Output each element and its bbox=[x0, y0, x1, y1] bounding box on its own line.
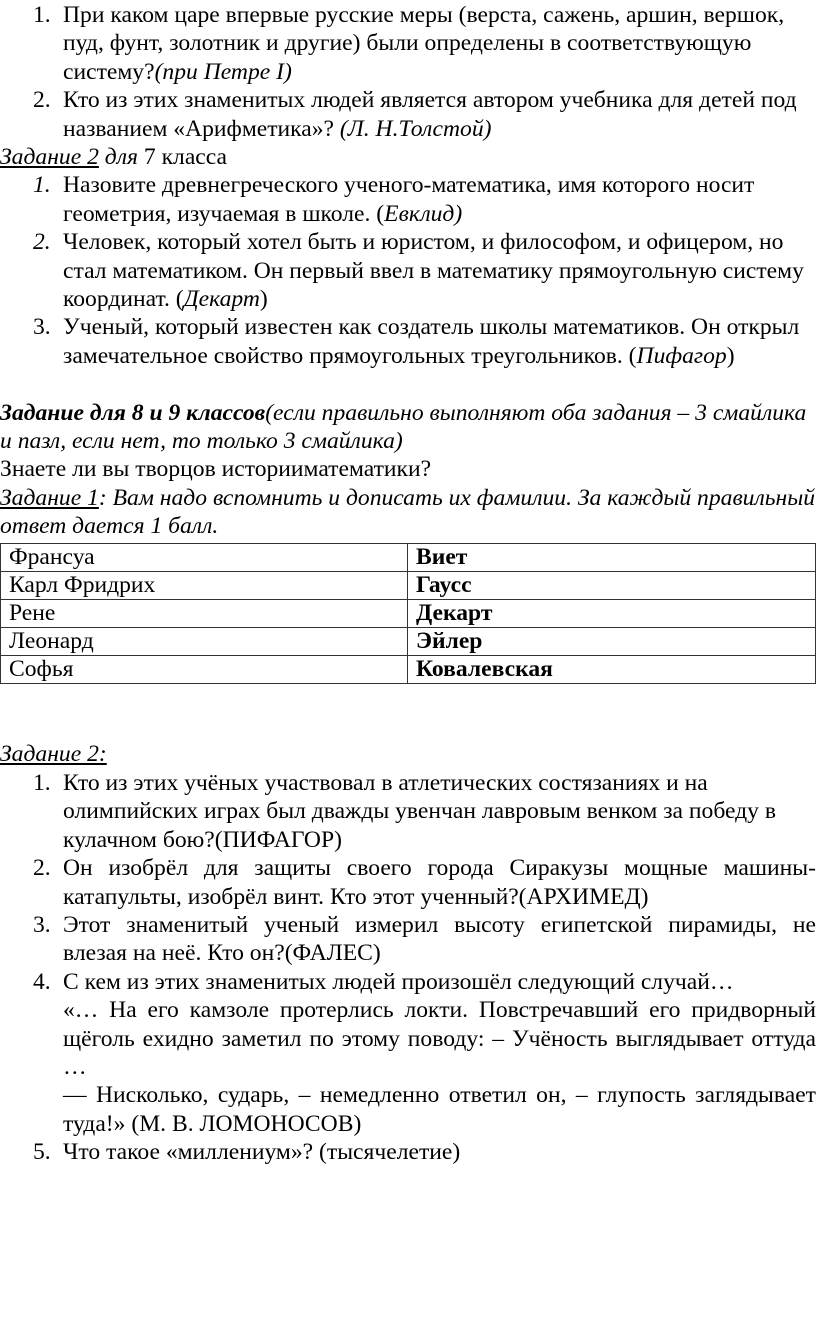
list-item bbox=[0, 228, 816, 313]
item-number: 5. bbox=[33, 1139, 51, 1166]
question-text: Что такое «миллениум»? (тысячелетие) bbox=[63, 1139, 461, 1166]
first-name-cell: Карл Фридрих bbox=[1, 571, 408, 599]
table-row bbox=[1, 627, 816, 655]
question-text: Ученый, который известен как создатель школы математиков. Он открыл замечательное свойство прямоугольных треугольников. ( bbox=[63, 314, 800, 369]
question-text: Назовите древнегреческого ученого-математика, имя которого носит геометрия, изучаемая в школе. ( bbox=[63, 172, 755, 227]
question-text: Человек, который хотел быть и юристом, и философом, и офицером, но стал математиком. Он первый ввел в математику прямоугольную систему координат. ( bbox=[63, 229, 804, 313]
first-name-cell: Леонард bbox=[1, 627, 408, 655]
item-number: 2. bbox=[33, 229, 51, 256]
question-text: При каком царе впервые русские меры (верста, сажень, аршин, вершок, пуд, фунт, золотник и другие) были определены в соответствующую систему? bbox=[63, 2, 785, 85]
last-name-cell: Виет bbox=[408, 543, 816, 571]
answer-text: Евклид) bbox=[384, 200, 463, 227]
task2-label: Задание 2: bbox=[0, 741, 107, 768]
blank-line bbox=[0, 712, 816, 740]
heading-rest: 7 класса bbox=[137, 144, 227, 171]
list-item bbox=[0, 968, 816, 1138]
list-item bbox=[0, 86, 816, 143]
blank-line bbox=[0, 684, 816, 712]
item-number: 1. bbox=[33, 172, 51, 199]
table-row bbox=[1, 571, 816, 599]
first-name-cell: Рене bbox=[1, 599, 408, 627]
item-number: 4. bbox=[33, 968, 51, 995]
task1-label: Задание 1 bbox=[0, 484, 99, 511]
heading-label: Задание 2 bbox=[0, 144, 99, 171]
answer-text: (Л. Н.Толстой) bbox=[339, 115, 492, 142]
question-text: С кем из этих знаменитых людей произошёл следующий случай… bbox=[63, 968, 734, 995]
last-name-cell: Гаусс bbox=[408, 571, 816, 599]
question-line: Знаете ли вы творцов историиматематики? bbox=[0, 456, 432, 483]
task1-text: : Вам надо вспомнить и дописать их фамилии. За каждый правильный ответ дается 1 балл. bbox=[0, 484, 815, 540]
heading-italic: для bbox=[98, 144, 138, 171]
item-number: 1. bbox=[33, 769, 51, 796]
list-item bbox=[0, 911, 816, 968]
list-item bbox=[0, 1138, 816, 1166]
quote-paragraph: — Нисколько, сударь, – немедленно ответил он, – глупость заглядывает туда!» (М. В. ЛОМОНОСОВ) bbox=[63, 1082, 816, 1137]
item-number: 3. bbox=[33, 911, 51, 938]
item-number: 2. bbox=[33, 87, 51, 114]
task7-heading bbox=[0, 143, 816, 171]
list-item bbox=[0, 313, 816, 370]
closing-paren: ) bbox=[726, 342, 735, 369]
heading-note: (если правильно выполняют оба задания – 3 смайлика и пазл, если нет, то только 3 смайлика) bbox=[0, 399, 807, 455]
names-table bbox=[0, 543, 816, 684]
question-text: Кто из этих учёных участвовал в атлетических состязаниях и на олимпийских играх был дважды увенчан лавровым венком за победу в кулачном бою?(ПИФАГОР) bbox=[63, 769, 777, 853]
table-row bbox=[1, 599, 816, 627]
task89-heading bbox=[0, 399, 816, 456]
table-row bbox=[1, 655, 816, 683]
last-name-cell: Декарт bbox=[408, 599, 816, 627]
answer-text: Пифагор bbox=[636, 342, 727, 369]
item-number: 1. bbox=[33, 2, 51, 28]
list-item bbox=[0, 1, 816, 86]
part1-list bbox=[0, 1, 816, 143]
answer-text: Декарт bbox=[183, 286, 260, 313]
heading-bold: Задание для 8 и 9 классов bbox=[0, 399, 266, 426]
quote-paragraph: «… На его камзоле протерлись локти. Повстречавший его придворный щёголь ехидно заметил по этому поводу: – Учёность выглядывает оттуда … bbox=[63, 997, 816, 1080]
item-number: 3. bbox=[33, 314, 51, 341]
question-text: Кто из этих знаменитых людей является автором учебника для детей под названием «Арифметика»? bbox=[63, 87, 797, 142]
list-item bbox=[0, 171, 816, 228]
task7-list bbox=[0, 171, 816, 370]
question-text: Он изобрёл для защиты своего города Сиракузы мощные машины-катапульты, изобрёл винт. Кто этот ученный?(АРХИМЕД) bbox=[63, 855, 816, 910]
question-text: Этот знаменитый ученый измерил высоту египетской пирамиды, не влезая на неё. Кто он?(ФАЛЕС) bbox=[63, 911, 816, 967]
task2-list bbox=[0, 769, 816, 1167]
blank-line bbox=[0, 370, 816, 398]
table-row bbox=[1, 543, 816, 571]
last-name-cell: Эйлер bbox=[408, 627, 816, 655]
closing-paren: ) bbox=[259, 286, 268, 313]
list-item bbox=[0, 769, 816, 854]
task2-heading bbox=[0, 740, 816, 768]
last-name-cell: Ковалевская bbox=[408, 655, 816, 683]
task1-instructions bbox=[0, 484, 816, 541]
answer-text: (при Петре I) bbox=[154, 58, 292, 85]
item-number: 2. bbox=[33, 855, 51, 882]
first-name-cell: Франсуа bbox=[1, 543, 408, 571]
first-name-cell: Софья bbox=[1, 655, 408, 683]
list-item bbox=[0, 854, 816, 911]
